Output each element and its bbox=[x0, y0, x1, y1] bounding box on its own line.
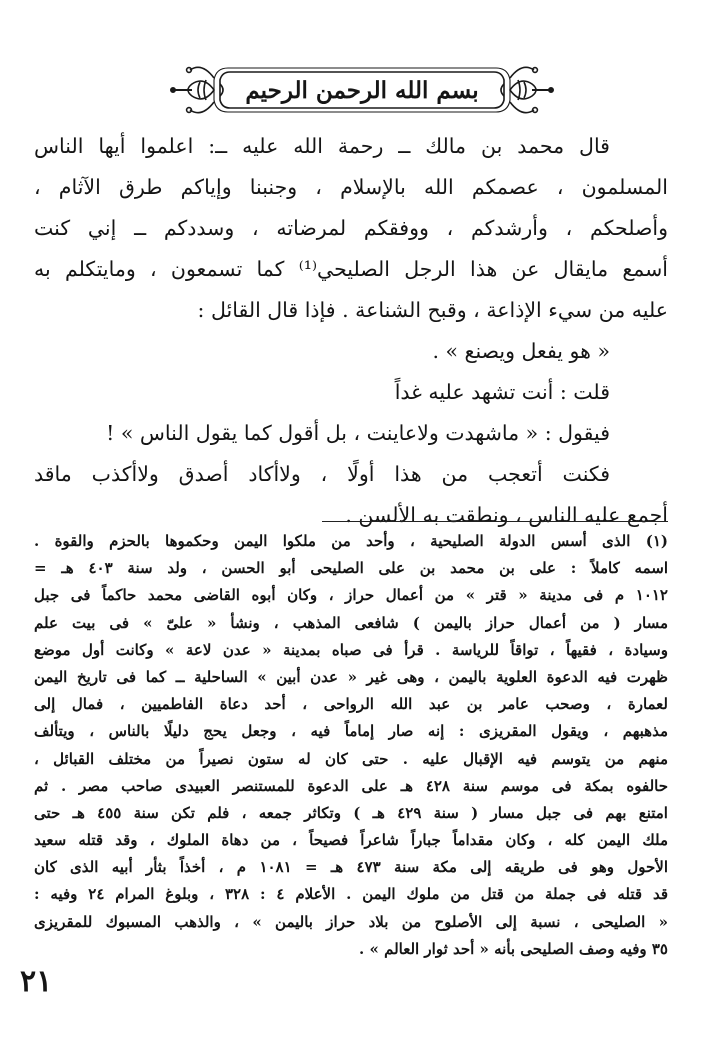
footnote-line: امتنع بهم فى جبل مسار ( سنة ٤٢٩ هـ ) وتكاثر جمعه ، فلم تكن سنة ٤٥٥ هـ حتى bbox=[34, 803, 668, 822]
footnote-line: الأحول وهو فى طريقه إلى مكة سنة ٤٧٣ هـ = ١٠٨١ م ، أخذاً بثأر أبيه الذى كان bbox=[34, 858, 668, 877]
footnote-line: ١٠١٢ م فى مدينة « قتر » من أعمال حراز ، وكان أبوه القاضى محمد حاكماً فى جبل bbox=[34, 586, 668, 605]
footnote-line: اسمه كاملاً : على بن محمد بن على الصليحى أبو الحسن ، ولد سنة ٤٠٣ هـ = bbox=[34, 559, 668, 578]
footnote-line: مذهبهم ، ويقول المقريزى : إنه صار إماماً فيه ، وجعل يحج دليلًا بالناس ، ويتألف bbox=[34, 722, 668, 741]
text-line: فكنت أتعجب من هذا أولًا ، ولاأكاد أصدق ولاأكذب ماقد bbox=[34, 462, 610, 486]
footnote-line: (١) الذى أسس الدولة الصليحية ، وأحد من ملكوا اليمن وحكموها بالحزم والقوة . bbox=[34, 532, 668, 550]
footnote-line: « الصليحى ، نسبة إلى الأصلوح من بلاد حراز باليمن » ، والذهب المسبوك للمقريزى bbox=[34, 912, 668, 931]
footnote-line: ظهرت فيه الدعوة العلوية باليمن ، وهى غير « عدن أبين » الساحلية ــ كما فى تاريخ اليمن bbox=[34, 667, 668, 686]
footnote-line: وسيادة ، فقيهاً ، تواقاً للرياسة . قرأ فى صباه بمدينة « عدن لاعة » وكانت أول موضع bbox=[34, 640, 668, 659]
main-text bbox=[34, 126, 668, 536]
text-line: قال محمد بن مالك ــ رحمة الله عليه ــ: اعلموا أيها الناس bbox=[34, 134, 610, 158]
text-line: عليه من سيء الإذاعة ، وقبح الشناعة . فإذا قال القائل : bbox=[197, 298, 668, 322]
text-line: « هو يفعل ويصنع » . bbox=[432, 339, 610, 363]
footnote-line: لعمارة ، وصحب عامر بن عبد الله الرواحى ، أحد دعاة الفاطميين ، فمال إلى bbox=[34, 695, 668, 714]
text-line: المسلمون ، عصمكم الله بالإسلام ، وجنبنا وإياكم طرق الآثام ، bbox=[34, 175, 668, 199]
page-number: ٢١ bbox=[20, 964, 53, 999]
text-line: قلت : أنت تشهد عليه غداً bbox=[394, 380, 610, 404]
footnote-divider bbox=[322, 521, 668, 522]
text-line: أجمع عليه الناس ، ونطقت به الألسن . bbox=[345, 503, 668, 527]
footnote-line: ملك اليمن كله ، وكان مقداماً جباراً شاعراً فصيحاً ، من دهاة الملوك ، وقد قتله سعيد bbox=[34, 831, 668, 850]
footnotes bbox=[34, 528, 668, 963]
text-line: أسمع مايقال عن هذا الرجل الصليحي⁽¹⁾ كما تسمعون ، ومايتكلم به bbox=[34, 257, 668, 281]
text-line: وأصلحكم ، وأرشدكم ، ووفقكم لمرضاته ، وسددكم ــ إني كنت bbox=[34, 216, 668, 240]
footnote-line: ٣٥ وفيه وصف الصليحى بأنه « أحد ثوار العالم » . bbox=[359, 939, 668, 958]
footnote-line: مسار ( من أعمال حراز باليمن ) شافعى المذهب ، ونشأ « علىّ » فى بيت علم bbox=[34, 613, 668, 632]
footnote-line: منهم من يتوسم فيه الإقبال عليه . حتى كان له ستون نصيراً من مختلف القبائل ، bbox=[34, 749, 668, 768]
header-cartouche bbox=[170, 58, 554, 122]
text-line: فيقول : « ماشهدت ولاعاينت ، بل أقول كما يقول الناس » ! bbox=[106, 421, 610, 445]
basmala-title: بسم الله الرحمن الرحيم bbox=[245, 76, 479, 104]
footnote-line: حالفوه بمكة فى موسم سنة ٤٢٨ هـ على الدعوة للمستنصر العبيدى صاحب مصر . ثم bbox=[34, 776, 668, 795]
footnote-line: قد قتله فى جملة من قتل من ملوك اليمن . الأعلام ٤ : ٣٢٨ ، وبلوغ المرام ٢٤ وفيه : bbox=[34, 885, 668, 904]
